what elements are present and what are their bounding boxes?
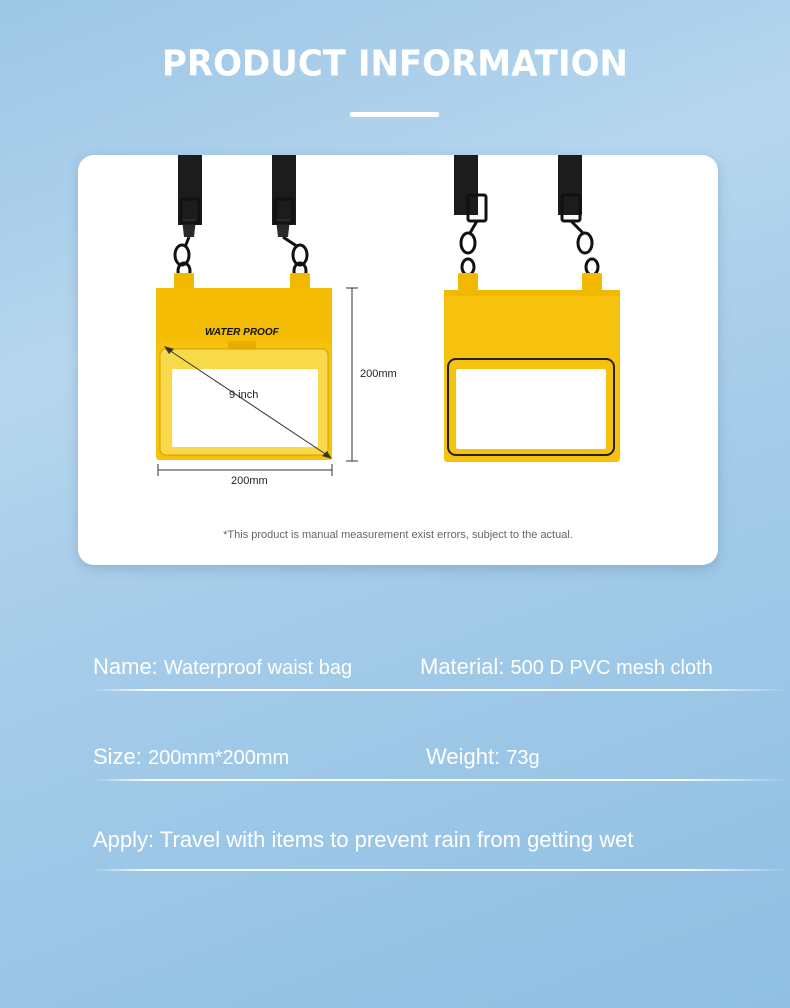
spec-name-key: Name: [93, 654, 158, 679]
spec-weight-key: Weight: [426, 744, 501, 769]
spec-size-key: Size: [93, 744, 142, 769]
height-measure-label: 200mm [360, 368, 397, 380]
spec-name [93, 654, 352, 680]
page-title: PRODUCT INFORMATION [162, 43, 628, 85]
spec-material-key: Material: [420, 654, 505, 679]
spec-weight-value: 73g [506, 747, 540, 769]
diagonal-measure-label: 9 inch [229, 389, 259, 401]
spec-apply-key: Apply: [93, 827, 155, 852]
divider-line [92, 869, 790, 871]
spec-apply-value: Travel with items to prevent rain from getting wet [159, 827, 634, 852]
spec-size-value: 200mm*200mm [148, 747, 290, 769]
product-illustration [78, 155, 718, 565]
spec-size [93, 744, 289, 770]
product-image-card [78, 155, 718, 565]
spec-name-value: Waterproof waist bag [163, 657, 353, 679]
title-underline [350, 112, 439, 117]
spec-material [420, 654, 713, 680]
bag-label-text: WATER PROOF [205, 327, 279, 338]
divider-line [92, 779, 790, 781]
waterproof-bag-front-image [156, 155, 358, 476]
spec-apply [93, 827, 633, 853]
measurement-disclaimer: *This product is manual measurement exist errors, subject to the actual. [223, 529, 573, 541]
spec-material-value: 500 D PVC mesh cloth [510, 657, 713, 679]
width-measure-label: 200mm [231, 475, 268, 487]
divider-line [92, 689, 790, 691]
waterproof-bag-back-image [444, 155, 620, 462]
spec-weight [426, 744, 540, 770]
